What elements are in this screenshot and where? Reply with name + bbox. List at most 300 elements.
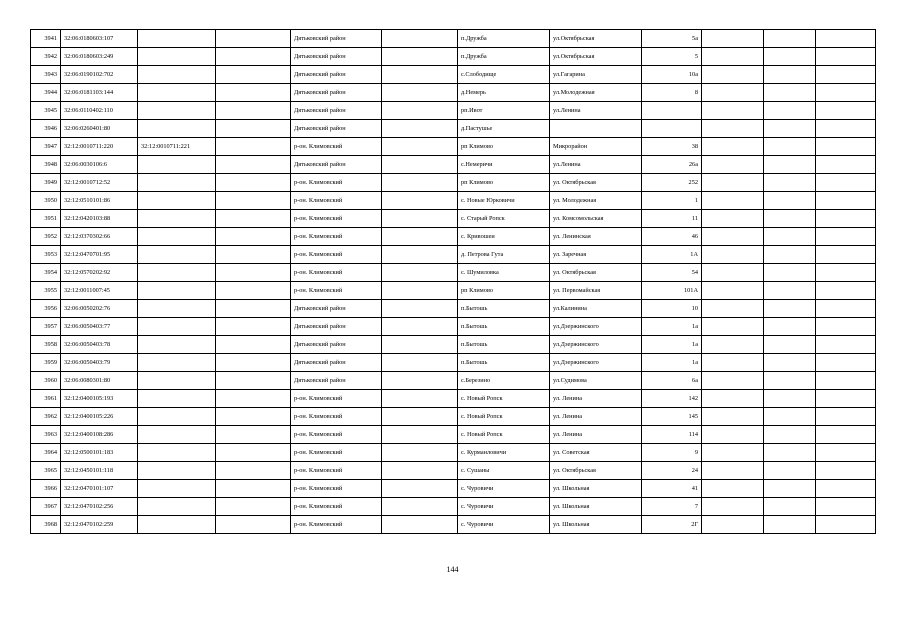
row-number-cell: 3946: [31, 120, 61, 138]
row-number-cell: 3965: [31, 462, 61, 480]
empty-cell: [764, 336, 816, 354]
district-cell: р-он. Климовский: [291, 228, 382, 246]
street-cell: ул.Октябрьская: [550, 48, 642, 66]
row-number-cell: 3968: [31, 516, 61, 534]
empty-cell: [216, 390, 291, 408]
district-cell: р-он. Климовский: [291, 282, 382, 300]
cadastral-number-cell: 32:06:0190102:702: [61, 66, 138, 84]
extra-cadastral-cell: [138, 84, 216, 102]
table-row: [31, 336, 876, 354]
street-cell: Микрорайон: [550, 138, 642, 156]
house-number-cell: [642, 120, 702, 138]
settlement-cell: рп Климово: [458, 282, 550, 300]
district-cell: р-он. Климовский: [291, 192, 382, 210]
row-number-cell: 3948: [31, 156, 61, 174]
empty-cell: [702, 516, 764, 534]
cadastral-number-cell: 32:06:0030106:6: [61, 156, 138, 174]
settlement-cell: п.Дружба: [458, 30, 550, 48]
extra-cadastral-cell: [138, 426, 216, 444]
empty-cell: [382, 390, 458, 408]
empty-cell: [702, 156, 764, 174]
extra-cadastral-cell: [138, 66, 216, 84]
extra-cadastral-cell: [138, 390, 216, 408]
table-row: [31, 390, 876, 408]
district-cell: р-он. Климовский: [291, 390, 382, 408]
empty-cell: [382, 282, 458, 300]
extra-cadastral-cell: [138, 354, 216, 372]
empty-cell: [382, 66, 458, 84]
street-cell: ул.Дзержинского: [550, 354, 642, 372]
street-cell: ул.Ленина: [550, 102, 642, 120]
district-cell: Дятьковский район: [291, 354, 382, 372]
empty-cell: [816, 120, 876, 138]
row-number-cell: 3961: [31, 390, 61, 408]
row-number-cell: 3954: [31, 264, 61, 282]
extra-cadastral-cell: [138, 498, 216, 516]
cadastral-number-cell: 32:12:0011007:45: [61, 282, 138, 300]
empty-cell: [764, 444, 816, 462]
empty-cell: [216, 120, 291, 138]
row-number-cell: 3964: [31, 444, 61, 462]
district-cell: Дятьковский район: [291, 48, 382, 66]
street-cell: ул. Заречная: [550, 246, 642, 264]
extra-cadastral-cell: [138, 408, 216, 426]
street-cell: ул.Дзержинского: [550, 336, 642, 354]
street-cell: [550, 120, 642, 138]
house-number-cell: 38: [642, 138, 702, 156]
row-number-cell: 3957: [31, 318, 61, 336]
street-cell: ул. Молодежная: [550, 192, 642, 210]
empty-cell: [816, 174, 876, 192]
empty-cell: [702, 462, 764, 480]
cadastral-number-cell: 32:12:0400105:193: [61, 390, 138, 408]
empty-cell: [382, 426, 458, 444]
cadastral-number-cell: 32:12:0470102:256: [61, 498, 138, 516]
cadastral-number-cell: 32:12:0570202:92: [61, 264, 138, 282]
house-number-cell: 1а: [642, 318, 702, 336]
district-cell: р-он. Климовский: [291, 444, 382, 462]
empty-cell: [702, 174, 764, 192]
empty-cell: [764, 102, 816, 120]
table-row: [31, 372, 876, 390]
district-cell: р-он. Климовский: [291, 138, 382, 156]
house-number-cell: 142: [642, 390, 702, 408]
empty-cell: [382, 228, 458, 246]
district-cell: Дятьковский район: [291, 318, 382, 336]
extra-cadastral-cell: [138, 210, 216, 228]
empty-cell: [702, 300, 764, 318]
empty-cell: [702, 390, 764, 408]
district-cell: Дятьковский район: [291, 120, 382, 138]
empty-cell: [764, 462, 816, 480]
settlement-cell: с.Слободище: [458, 66, 550, 84]
house-number-cell: 1а: [642, 336, 702, 354]
empty-cell: [382, 138, 458, 156]
street-cell: ул. Советская: [550, 444, 642, 462]
empty-cell: [764, 480, 816, 498]
settlement-cell: рп.Ивот: [458, 102, 550, 120]
empty-cell: [382, 354, 458, 372]
district-cell: Дятьковский район: [291, 84, 382, 102]
empty-cell: [216, 372, 291, 390]
district-cell: р-он. Климовский: [291, 516, 382, 534]
empty-cell: [816, 516, 876, 534]
extra-cadastral-cell: 32:12:0010711:221: [138, 138, 216, 156]
empty-cell: [382, 300, 458, 318]
extra-cadastral-cell: [138, 192, 216, 210]
empty-cell: [702, 426, 764, 444]
district-cell: р-он. Климовский: [291, 408, 382, 426]
empty-cell: [702, 210, 764, 228]
settlement-cell: с. Кривошеи: [458, 228, 550, 246]
empty-cell: [382, 480, 458, 498]
empty-cell: [382, 156, 458, 174]
house-number-cell: 46: [642, 228, 702, 246]
cadastral-number-cell: 32:12:0510101:86: [61, 192, 138, 210]
house-number-cell: 2Г: [642, 516, 702, 534]
empty-cell: [382, 336, 458, 354]
extra-cadastral-cell: [138, 102, 216, 120]
street-cell: ул.Гагарина: [550, 66, 642, 84]
empty-cell: [216, 408, 291, 426]
extra-cadastral-cell: [138, 480, 216, 498]
settlement-cell: рп Климово: [458, 138, 550, 156]
house-number-cell: 54: [642, 264, 702, 282]
cadastral-number-cell: 32:12:0420103:88: [61, 210, 138, 228]
district-cell: р-он. Климовский: [291, 174, 382, 192]
street-cell: ул. Школьная: [550, 480, 642, 498]
empty-cell: [382, 516, 458, 534]
empty-cell: [764, 84, 816, 102]
district-cell: р-он. Климовский: [291, 246, 382, 264]
district-cell: р-он. Климовский: [291, 426, 382, 444]
settlement-cell: д. Петрова Гута: [458, 246, 550, 264]
cadastral-number-cell: 32:12:0010711:220: [61, 138, 138, 156]
house-number-cell: 10: [642, 300, 702, 318]
row-number-cell: 3962: [31, 408, 61, 426]
empty-cell: [764, 390, 816, 408]
empty-cell: [816, 138, 876, 156]
street-cell: ул. Октябрьская: [550, 264, 642, 282]
district-cell: р-он. Климовский: [291, 480, 382, 498]
settlement-cell: с. Чуровичи: [458, 516, 550, 534]
table-row: [31, 84, 876, 102]
empty-cell: [816, 192, 876, 210]
empty-cell: [216, 156, 291, 174]
empty-cell: [216, 300, 291, 318]
row-number-cell: 3960: [31, 372, 61, 390]
settlement-cell: с.Березино: [458, 372, 550, 390]
district-cell: р-он. Климовский: [291, 264, 382, 282]
registry-body: [31, 30, 876, 534]
empty-cell: [816, 336, 876, 354]
empty-cell: [816, 30, 876, 48]
district-cell: Дятьковский район: [291, 30, 382, 48]
empty-cell: [764, 48, 816, 66]
empty-cell: [764, 246, 816, 264]
row-number-cell: 3958: [31, 336, 61, 354]
empty-cell: [764, 498, 816, 516]
empty-cell: [702, 354, 764, 372]
empty-cell: [702, 444, 764, 462]
empty-cell: [816, 264, 876, 282]
house-number-cell: 5: [642, 48, 702, 66]
table-row: [31, 264, 876, 282]
empty-cell: [816, 210, 876, 228]
street-cell: ул. Октябрьская: [550, 174, 642, 192]
extra-cadastral-cell: [138, 156, 216, 174]
empty-cell: [816, 444, 876, 462]
house-number-cell: 101А: [642, 282, 702, 300]
table-row: [31, 48, 876, 66]
empty-cell: [216, 336, 291, 354]
empty-cell: [764, 156, 816, 174]
house-number-cell: 5а: [642, 30, 702, 48]
empty-cell: [764, 138, 816, 156]
district-cell: Дятьковский район: [291, 66, 382, 84]
empty-cell: [382, 174, 458, 192]
empty-cell: [702, 336, 764, 354]
empty-cell: [702, 30, 764, 48]
street-cell: ул.Калинина: [550, 300, 642, 318]
district-cell: Дятьковский район: [291, 336, 382, 354]
house-number-cell: 9: [642, 444, 702, 462]
empty-cell: [764, 516, 816, 534]
empty-cell: [764, 30, 816, 48]
empty-cell: [702, 318, 764, 336]
empty-cell: [816, 300, 876, 318]
empty-cell: [216, 174, 291, 192]
settlement-cell: с. Чуровичи: [458, 480, 550, 498]
street-cell: ул.Молодежная: [550, 84, 642, 102]
empty-cell: [816, 156, 876, 174]
empty-cell: [816, 354, 876, 372]
empty-cell: [702, 84, 764, 102]
table-row: [31, 192, 876, 210]
house-number-cell: 1А: [642, 246, 702, 264]
empty-cell: [816, 480, 876, 498]
district-cell: р-он. Климовский: [291, 462, 382, 480]
empty-cell: [816, 228, 876, 246]
table-row: [31, 228, 876, 246]
row-number-cell: 3963: [31, 426, 61, 444]
empty-cell: [816, 372, 876, 390]
cadastral-number-cell: 32:12:0470102:259: [61, 516, 138, 534]
empty-cell: [764, 426, 816, 444]
empty-cell: [816, 408, 876, 426]
empty-cell: [702, 372, 764, 390]
empty-cell: [382, 444, 458, 462]
empty-cell: [702, 120, 764, 138]
empty-cell: [216, 444, 291, 462]
empty-cell: [216, 264, 291, 282]
empty-cell: [764, 318, 816, 336]
empty-cell: [702, 246, 764, 264]
table-row: [31, 462, 876, 480]
row-number-cell: 3955: [31, 282, 61, 300]
empty-cell: [702, 264, 764, 282]
settlement-cell: с. Новый Ропск: [458, 390, 550, 408]
settlement-cell: рп Климово: [458, 174, 550, 192]
settlement-cell: д.Пастушье: [458, 120, 550, 138]
table-row: [31, 516, 876, 534]
settlement-cell: с. Новые Юрковичи: [458, 192, 550, 210]
table-row: [31, 408, 876, 426]
empty-cell: [764, 228, 816, 246]
empty-cell: [764, 210, 816, 228]
street-cell: ул. Школьная: [550, 498, 642, 516]
empty-cell: [764, 120, 816, 138]
table-row: [31, 156, 876, 174]
empty-cell: [382, 210, 458, 228]
empty-cell: [702, 138, 764, 156]
table-row: [31, 120, 876, 138]
cadastral-number-cell: 32:12:0450101:118: [61, 462, 138, 480]
empty-cell: [216, 462, 291, 480]
settlement-cell: с.Немеричи: [458, 156, 550, 174]
empty-cell: [764, 192, 816, 210]
empty-cell: [216, 246, 291, 264]
empty-cell: [216, 30, 291, 48]
extra-cadastral-cell: [138, 336, 216, 354]
settlement-cell: с. Шумиловка: [458, 264, 550, 282]
house-number-cell: 145: [642, 408, 702, 426]
empty-cell: [702, 228, 764, 246]
settlement-cell: с. Новый Ропск: [458, 408, 550, 426]
cadastral-number-cell: 32:06:0110402:110: [61, 102, 138, 120]
row-number-cell: 3947: [31, 138, 61, 156]
table-row: [31, 246, 876, 264]
house-number-cell: 8: [642, 84, 702, 102]
registry-table: [30, 29, 876, 534]
street-cell: ул. Первомайская: [550, 282, 642, 300]
street-cell: ул. Ленинская: [550, 228, 642, 246]
empty-cell: [216, 318, 291, 336]
settlement-cell: д.Немерь: [458, 84, 550, 102]
house-number-cell: 114: [642, 426, 702, 444]
empty-cell: [216, 84, 291, 102]
extra-cadastral-cell: [138, 120, 216, 138]
empty-cell: [382, 102, 458, 120]
empty-cell: [764, 282, 816, 300]
district-cell: р-он. Климовский: [291, 210, 382, 228]
extra-cadastral-cell: [138, 228, 216, 246]
cadastral-number-cell: 32:12:0500101:183: [61, 444, 138, 462]
empty-cell: [702, 480, 764, 498]
street-cell: ул. Школьная: [550, 516, 642, 534]
row-number-cell: 3949: [31, 174, 61, 192]
extra-cadastral-cell: [138, 372, 216, 390]
street-cell: ул. Комсомольская: [550, 210, 642, 228]
table-row: [31, 480, 876, 498]
district-cell: Дятьковский район: [291, 372, 382, 390]
row-number-cell: 3956: [31, 300, 61, 318]
empty-cell: [764, 372, 816, 390]
row-number-cell: 3952: [31, 228, 61, 246]
table-row: [31, 354, 876, 372]
row-number-cell: 3942: [31, 48, 61, 66]
empty-cell: [816, 282, 876, 300]
empty-cell: [216, 516, 291, 534]
table-row: [31, 102, 876, 120]
empty-cell: [764, 408, 816, 426]
settlement-cell: с. Курманловичи: [458, 444, 550, 462]
cadastral-number-cell: 32:06:0180603:249: [61, 48, 138, 66]
extra-cadastral-cell: [138, 318, 216, 336]
empty-cell: [816, 66, 876, 84]
settlement-cell: п.Дружба: [458, 48, 550, 66]
table-row: [31, 30, 876, 48]
empty-cell: [382, 264, 458, 282]
extra-cadastral-cell: [138, 300, 216, 318]
empty-cell: [382, 246, 458, 264]
empty-cell: [216, 66, 291, 84]
empty-cell: [382, 372, 458, 390]
empty-cell: [216, 138, 291, 156]
empty-cell: [216, 48, 291, 66]
settlement-cell: п.Бытошь: [458, 336, 550, 354]
empty-cell: [382, 498, 458, 516]
cadastral-number-cell: 32:06:0181103:144: [61, 84, 138, 102]
empty-cell: [816, 318, 876, 336]
extra-cadastral-cell: [138, 264, 216, 282]
house-number-cell: 1а: [642, 354, 702, 372]
row-number-cell: 3945: [31, 102, 61, 120]
table-row: [31, 318, 876, 336]
cadastral-number-cell: 32:06:0050202:76: [61, 300, 138, 318]
row-number-cell: 3951: [31, 210, 61, 228]
district-cell: Дятьковский район: [291, 156, 382, 174]
empty-cell: [764, 174, 816, 192]
house-number-cell: 11: [642, 210, 702, 228]
empty-cell: [816, 102, 876, 120]
table-row: [31, 174, 876, 192]
settlement-cell: п.Бытошь: [458, 318, 550, 336]
cadastral-number-cell: 32:06:0260401:80: [61, 120, 138, 138]
row-number-cell: 3959: [31, 354, 61, 372]
row-number-cell: 3953: [31, 246, 61, 264]
street-cell: ул.Дзержинского: [550, 318, 642, 336]
empty-cell: [216, 354, 291, 372]
empty-cell: [702, 282, 764, 300]
empty-cell: [702, 66, 764, 84]
empty-cell: [764, 66, 816, 84]
empty-cell: [382, 462, 458, 480]
row-number-cell: 3967: [31, 498, 61, 516]
row-number-cell: 3950: [31, 192, 61, 210]
row-number-cell: 3943: [31, 66, 61, 84]
page-number: 144: [446, 565, 459, 574]
district-cell: р-он. Климовский: [291, 498, 382, 516]
cadastral-number-cell: 32:12:0010712:52: [61, 174, 138, 192]
house-number-cell: 252: [642, 174, 702, 192]
district-cell: Дятьковский район: [291, 300, 382, 318]
cadastral-number-cell: 32:12:0400105:226: [61, 408, 138, 426]
empty-cell: [382, 192, 458, 210]
extra-cadastral-cell: [138, 30, 216, 48]
settlement-cell: с. Новый Ропск: [458, 426, 550, 444]
empty-cell: [216, 192, 291, 210]
empty-cell: [816, 498, 876, 516]
house-number-cell: 41: [642, 480, 702, 498]
empty-cell: [382, 48, 458, 66]
table-row: [31, 282, 876, 300]
empty-cell: [382, 120, 458, 138]
empty-cell: [764, 300, 816, 318]
district-cell: Дятьковский район: [291, 102, 382, 120]
empty-cell: [382, 408, 458, 426]
street-cell: ул. Октябрьская: [550, 462, 642, 480]
